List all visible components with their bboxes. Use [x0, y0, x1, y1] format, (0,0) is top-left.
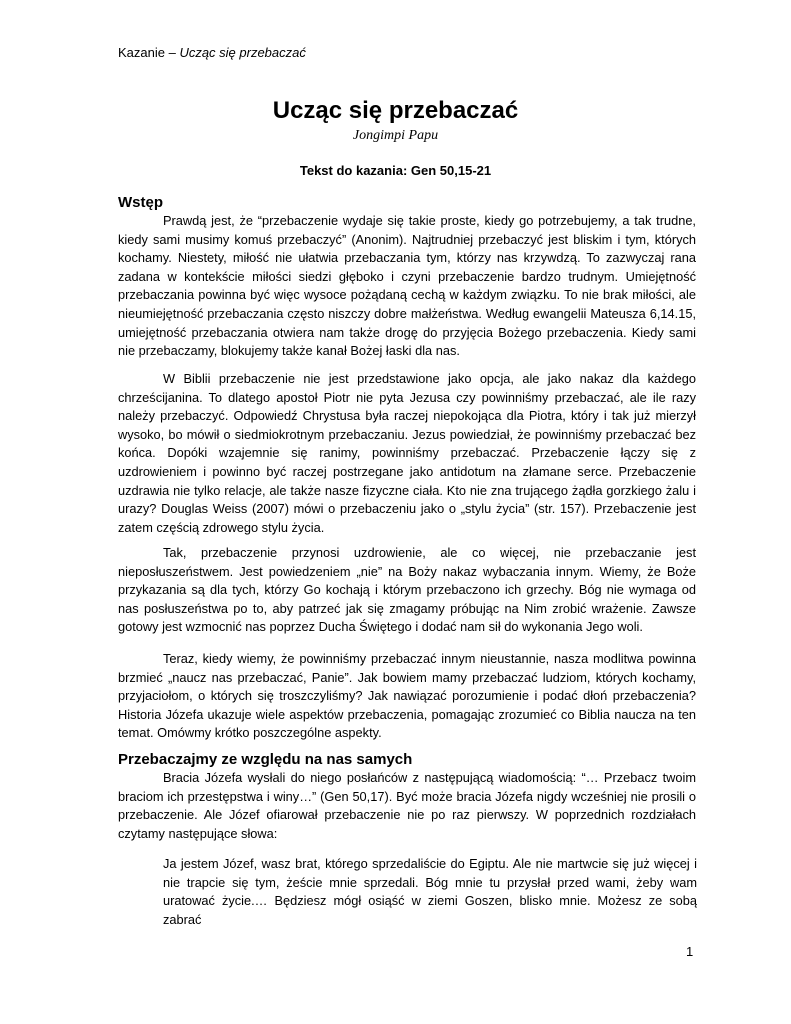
- paragraph-intro-3: Tak, przebaczenie przynosi uzdrowienie, ale co więcej, nie przebaczanie jest nieposłuszeństwem. Jest powiedzeniem „nie” na Boży nakaz wybaczania innym. Wiemy, że Boże przykazania są dla tych, którzy Go kochają i którym przebaczono ich grzechy. Bóg nie wymaga od nas posłuszeństwa po to, aby patrzeć jak się zmagamy próbując na Nim zrobić wrażenie. Zawsze gotowy jest wzmocnić nas poprzez Ducha Świętego i dodać nam sił do wykonania Jego woli.: [118, 545, 696, 635]
- block-quote-genesis: Ja jestem Józef, wasz brat, którego sprzedaliście do Egiptu. Ale nie martwcie się już więcej i nie trapcie się tym, żeście mnie sprzedali. Bóg mnie tu przysłał przed wami, żeby wam uratować życie.… Będziesz mógł osiąść w ziemi Goszen, blisko mnie. Możesz ze sobą zabrać: [163, 856, 697, 927]
- paragraph-forgive-1: Bracia Józefa wysłali do niego posłańców z następującą wiadomością: “… Przebacz twoim braciom ich przestępstwa i winy…” (Gen 50,17). Być może bracia Józefa nigdy wcześniej nie prosili o przebaczenie. Ale Józef ofiarował przebaczenie nie po raz pierwszy. W poprzednich rozdziałach czytamy następujące słowa:: [118, 770, 696, 841]
- paragraph-intro-1: Prawdą jest, że “przebaczenie wydaje się takie proste, kiedy go potrzebujemy, a tak trudne, kiedy sami musimy komuś przebaczyć” (Anonim). Najtrudniej przebaczyć jest bliskim i tym, których kochamy. Niestety, miłość nie ułatwia przebaczania tym, którzy nas krzywdzą. To zazwyczaj rana zadana w kontekście miłości siedzi głęboko i czyni przebaczenie bardzo trudnym. Umiejętność przebaczania powinna być więc wysoce pożądaną cechą w każdym związku. To nie brak miłości, ale nieumiejętność przebaczania często niszczy dobre małżeństwa. Według ewangelii Mateusza 6,14.15, umiejętność przebaczania otwiera nam także drogę do przyjęcia Bożego przebaczenia. Kiedy sami nie przebaczamy, blokujemy także kanał Bożej łaski dla nas.: [118, 213, 696, 359]
- running-header-title: Ucząc się przebaczać: [179, 45, 306, 60]
- paragraph-intro-2: W Biblii przebaczenie nie jest przedstawione jako opcja, ale jako nakaz dla każdego chrześcijanina. To dlatego apostoł Piotr nie pyta Jezusa czy powinniśmy przebaczać, ale ile razy należy przebaczyć. Odpowiedź Chrystusa była raczej niepokojąca dla Piotra, który i tak już mierzył wysoko, bo mówił o siedmiokrotnym przebaczaniu. Jezus powiedział, że powinniśmy przebaczać bez końca. Dopóki wzajemnie się ranimy, powinniśmy przebaczać. Przebaczenie łączy się z uzdrowieniem i powinno być raczej postrzegane jako antidotum na złamane serce. Przebaczenie uzdrawia nie tylko relacje, ale także nasze fizyczne ciała. Kto nie zna trującego żądła gorzkiego żalu i urazy? Douglas Weiss (2007) mówi o przebaczeniu jako o „stylu życia” (str. 157). Przebaczenie jest zatem częścią zdrowego stylu życia.: [118, 371, 696, 535]
- sermon-text-reference: Tekst do kazania: Gen 50,15-21: [299, 163, 492, 178]
- section-heading-intro: Wstęp: [118, 194, 163, 211]
- running-header: [118, 45, 306, 61]
- document-title: Ucząc się przebaczać: [272, 97, 519, 124]
- running-header-prefix: Kazanie –: [118, 45, 180, 60]
- author-name: Jongimpi Papu: [352, 128, 439, 143]
- paragraph-intro-4: Teraz, kiedy wiemy, że powinniśmy przebaczać innym nieustannie, nasza modlitwa powinna brzmieć „naucz nas przebaczać, Panie”. Jak bowiem mamy przebaczać ludziom, których kochamy, przyjaciołom, o których się troszczyliśmy? Jak nawiązać porozumienie i podać dłoń przebaczenia? Historia Józefa ukazuje wiele aspektów przebaczenia, pomagając zrozumieć co Biblia naucza na ten temat. Omówmy krótko poszczególne aspekty.: [118, 651, 696, 741]
- page-number: 1: [686, 944, 694, 959]
- section-heading-forgive-for-ourselves: Przebaczajmy ze względu na nas samych: [118, 751, 413, 768]
